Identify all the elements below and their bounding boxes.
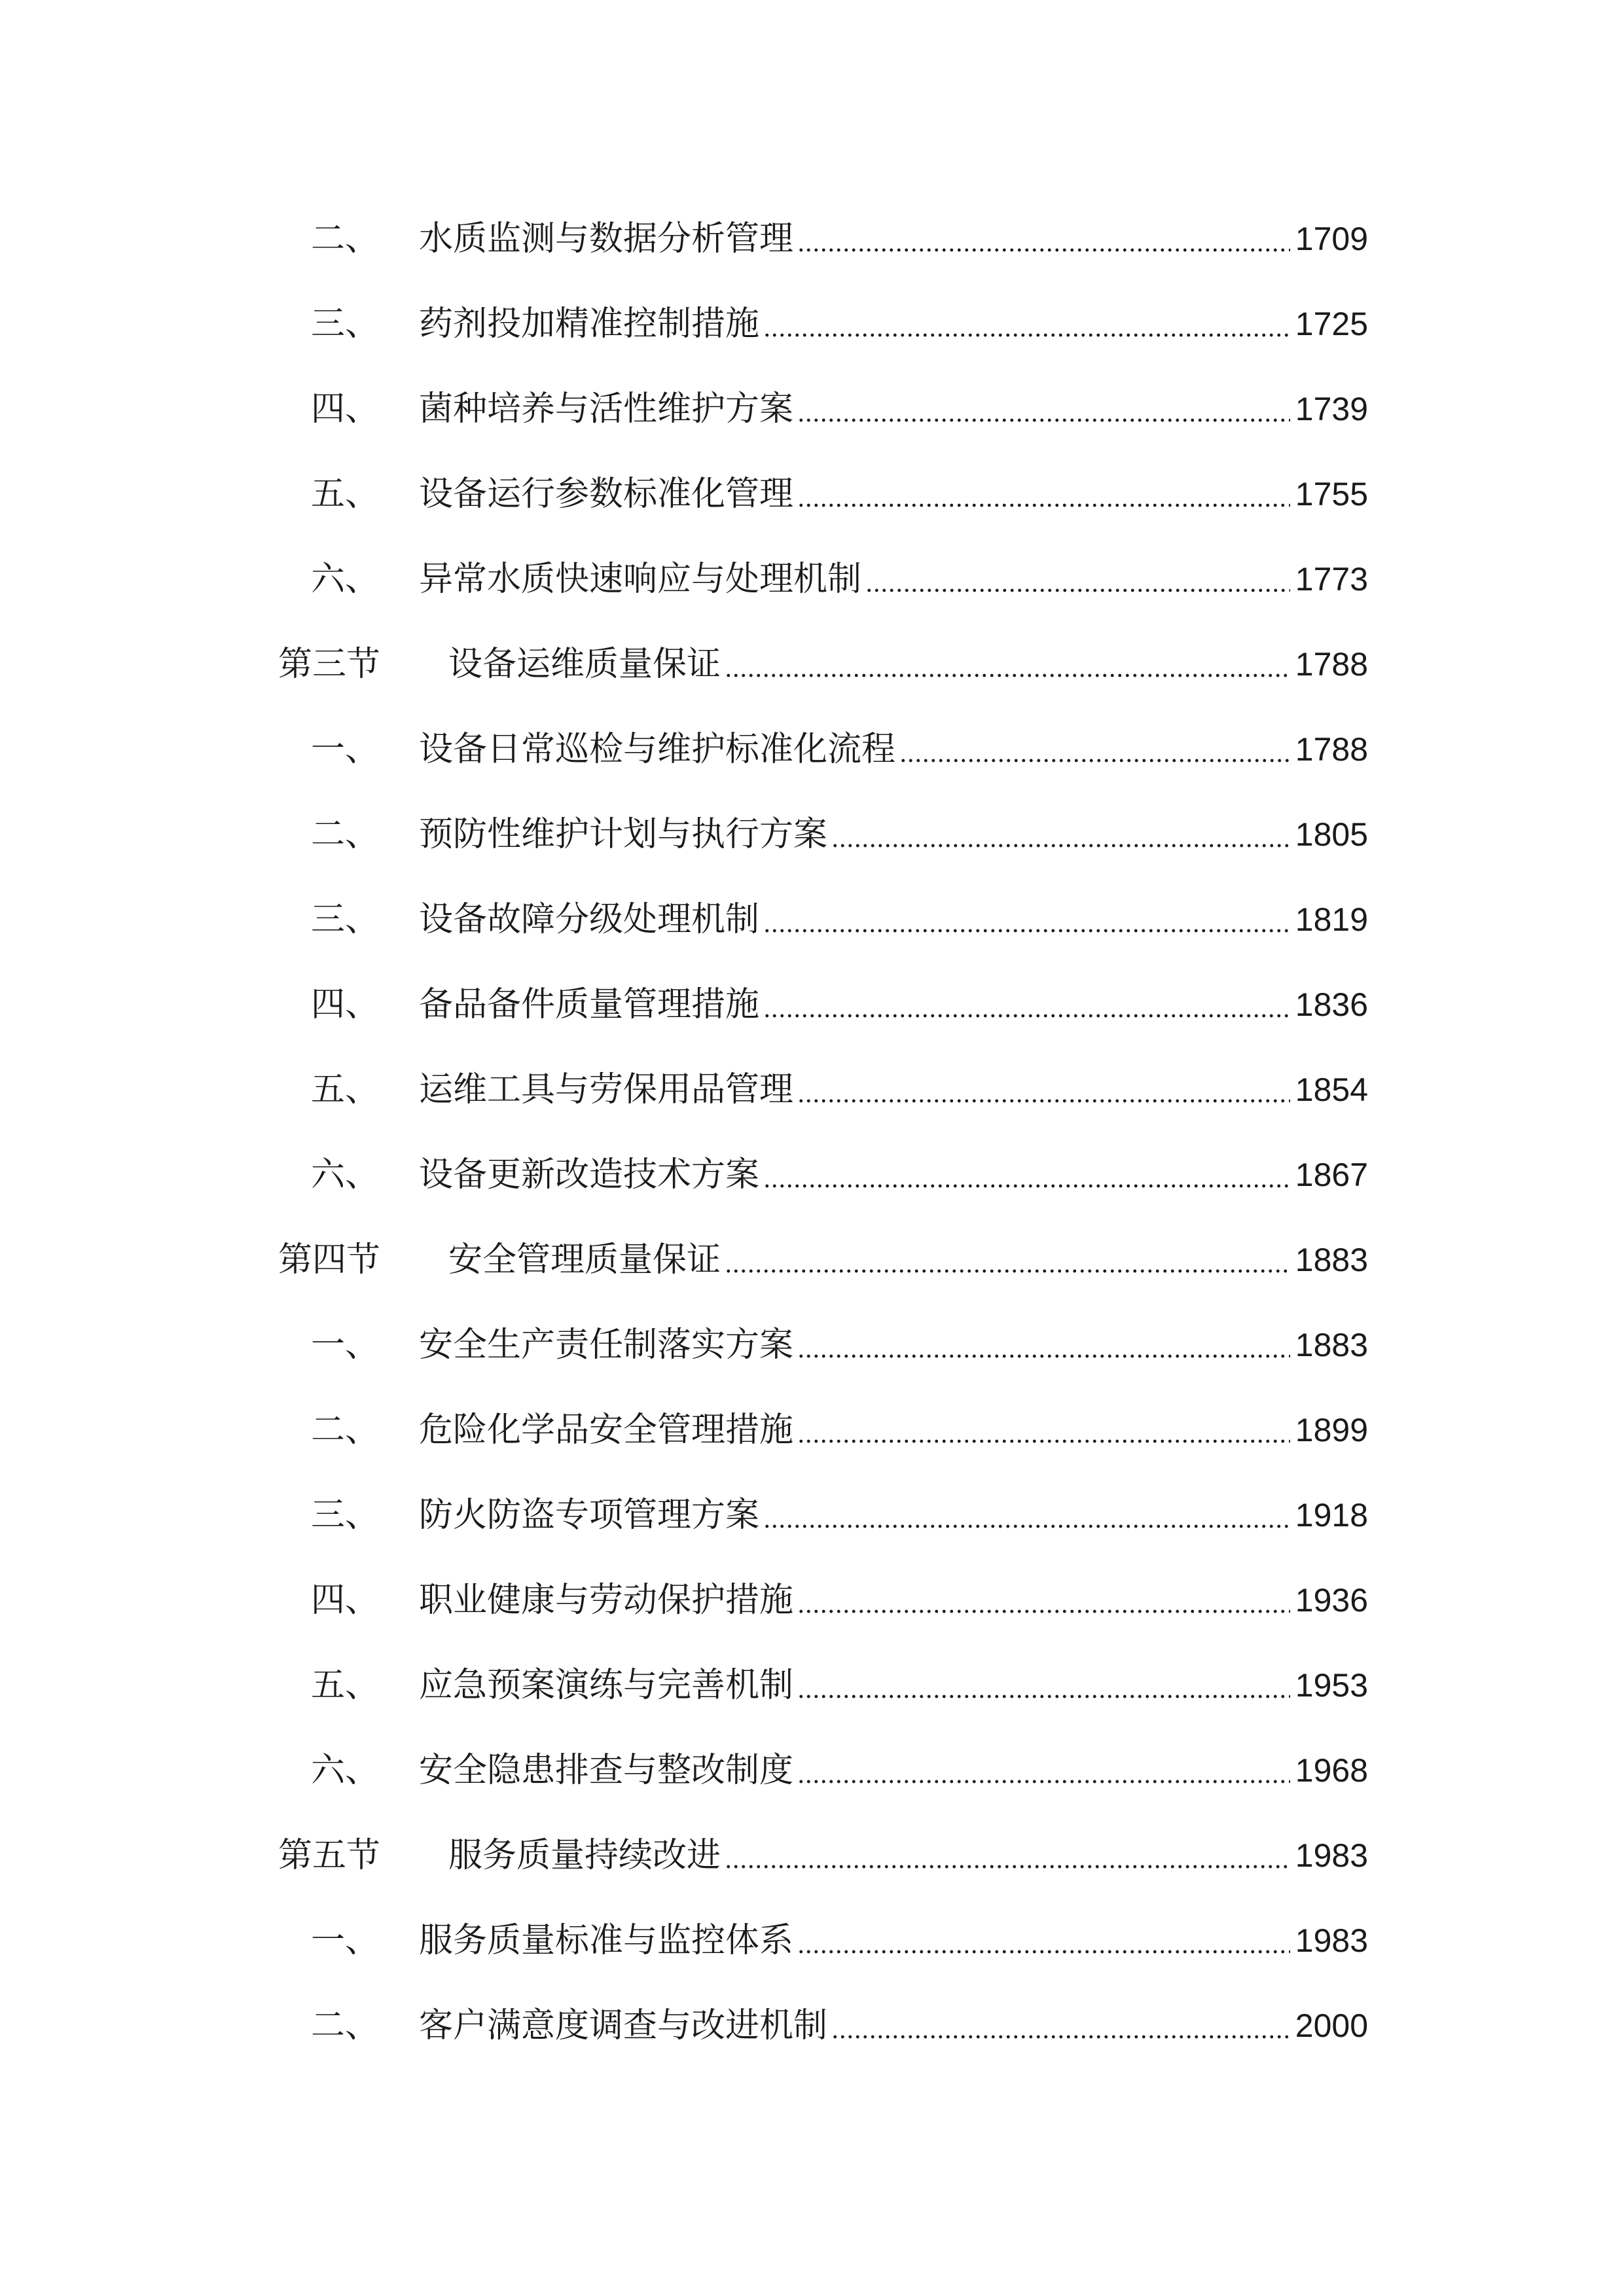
toc-section-entry[interactable] xyxy=(278,1829,1368,1882)
toc-entry-page-number: 1773 xyxy=(1295,561,1368,598)
toc-entry-number: 二、 xyxy=(311,815,380,854)
dot-leader xyxy=(831,2000,1290,2052)
toc-entry-title: 药剂投加精准控制措施 xyxy=(419,304,760,344)
toc-entry-title: 安全隐患排查与整改制度 xyxy=(419,1751,794,1790)
toc-entry-number: 一、 xyxy=(311,730,380,769)
toc-entry-page-number: 1918 xyxy=(1295,1497,1368,1534)
toc-entry[interactable] xyxy=(278,1574,1368,1626)
toc-entry-page-number: 1968 xyxy=(1295,1752,1368,1789)
toc-entry-page-number: 1953 xyxy=(1295,1667,1368,1704)
toc-section-title: 服务质量持续改进 xyxy=(448,1836,721,1875)
toc-entry-title: 预防性维护计划与执行方案 xyxy=(419,815,828,854)
toc-entry[interactable] xyxy=(278,1744,1368,1797)
toc-entry-title: 菌种培养与活性维护方案 xyxy=(419,389,794,429)
toc-entry-number: 三、 xyxy=(311,900,380,939)
toc-entry-page-number: 1725 xyxy=(1295,306,1368,342)
dot-leader xyxy=(797,1404,1290,1456)
toc-entry[interactable] xyxy=(278,808,1368,861)
toc-entry-title: 服务质量标准与监控体系 xyxy=(419,1921,794,1960)
toc-entry[interactable] xyxy=(278,1489,1368,1541)
toc-section-entry[interactable] xyxy=(278,638,1368,691)
toc-entry-number: 五、 xyxy=(311,475,380,514)
toc-entry-number: 三、 xyxy=(311,304,380,344)
toc-entry-page-number: 1788 xyxy=(1295,731,1368,768)
toc-section-entry[interactable] xyxy=(278,1234,1368,1286)
toc-entry-page-number: 1854 xyxy=(1295,1071,1368,1108)
toc-entry-title: 职业健康与劳动保护措施 xyxy=(419,1581,794,1620)
dot-leader xyxy=(763,298,1290,350)
toc-entry-title: 设备运行参数标准化管理 xyxy=(419,475,794,514)
toc-entry[interactable] xyxy=(278,1149,1368,1201)
toc-entry-number: 四、 xyxy=(311,985,380,1024)
toc-entry-page-number: 2000 xyxy=(1295,2007,1368,2044)
dot-leader xyxy=(725,1234,1290,1286)
toc-entry-title: 防火防盗专项管理方案 xyxy=(419,1496,760,1535)
dot-leader xyxy=(725,1829,1290,1882)
toc-entry-number: 五、 xyxy=(311,1666,380,1705)
dot-leader xyxy=(763,978,1290,1031)
toc-entry-page-number: 1883 xyxy=(1295,1242,1368,1278)
dot-leader xyxy=(797,213,1290,265)
toc-entry[interactable] xyxy=(278,298,1368,350)
toc-entry-title: 备品备件质量管理措施 xyxy=(419,985,760,1024)
toc-section-number: 第四节 xyxy=(278,1240,381,1280)
dot-leader xyxy=(797,1659,1290,1712)
toc-entry-page-number: 1755 xyxy=(1295,476,1368,512)
toc-entry-page-number: 1788 xyxy=(1295,646,1368,683)
toc-entry[interactable] xyxy=(278,213,1368,265)
dot-leader xyxy=(797,1914,1290,1967)
toc-entry-number: 三、 xyxy=(311,1496,380,1535)
toc-entry-title: 安全生产责任制落实方案 xyxy=(419,1325,794,1365)
dot-leader xyxy=(797,383,1290,435)
toc-entry-title: 危险化学品安全管理措施 xyxy=(419,1410,794,1450)
dot-leader xyxy=(763,1149,1290,1201)
dot-leader xyxy=(797,1064,1290,1116)
toc-section-title: 安全管理质量保证 xyxy=(448,1240,721,1280)
toc-entry-page-number: 1983 xyxy=(1295,1837,1368,1874)
toc-entry[interactable] xyxy=(278,1404,1368,1456)
toc-entry-number: 二、 xyxy=(311,1410,380,1450)
toc-section-number: 第三节 xyxy=(278,645,381,684)
toc-entry-page-number: 1899 xyxy=(1295,1412,1368,1448)
toc-entry[interactable] xyxy=(278,1659,1368,1712)
toc-entry[interactable] xyxy=(278,1319,1368,1371)
dot-leader xyxy=(763,893,1290,946)
toc-entry-title: 设备日常巡检与维护标准化流程 xyxy=(419,730,896,769)
toc-entry-page-number: 1883 xyxy=(1295,1327,1368,1363)
toc-section-number: 第五节 xyxy=(278,1836,381,1875)
toc-entry-number: 一、 xyxy=(311,1325,380,1365)
toc-entry-number: 一、 xyxy=(311,1921,380,1960)
toc-entry[interactable] xyxy=(278,1914,1368,1967)
toc-entry-number: 四、 xyxy=(311,1581,380,1620)
toc-entry-title: 设备故障分级处理机制 xyxy=(419,900,760,939)
toc-entry-page-number: 1739 xyxy=(1295,391,1368,427)
dot-leader xyxy=(865,553,1290,605)
toc-entry[interactable] xyxy=(278,723,1368,776)
toc-section-title: 设备运维质量保证 xyxy=(448,645,721,684)
toc-entry-page-number: 1819 xyxy=(1295,901,1368,938)
toc-entry[interactable] xyxy=(278,893,1368,946)
toc-entry-title: 设备更新改造技术方案 xyxy=(419,1155,760,1194)
toc-entry-number: 四、 xyxy=(311,389,380,429)
dot-leader xyxy=(831,808,1290,861)
toc-entry-title: 异常水质快速响应与处理机制 xyxy=(419,560,862,599)
toc-entry-page-number: 1983 xyxy=(1295,1922,1368,1959)
toc-entry-page-number: 1709 xyxy=(1295,221,1368,257)
toc-entry-page-number: 1836 xyxy=(1295,986,1368,1023)
toc-entry-page-number: 1936 xyxy=(1295,1582,1368,1619)
toc-entry-number: 五、 xyxy=(311,1070,380,1109)
toc-entry[interactable] xyxy=(278,553,1368,605)
toc-entry-page-number: 1805 xyxy=(1295,816,1368,853)
dot-leader xyxy=(797,1744,1290,1797)
toc-entry-number: 二、 xyxy=(311,219,380,259)
dot-leader xyxy=(763,1489,1290,1541)
toc-entry-number: 六、 xyxy=(311,1751,380,1790)
toc-entry-number: 六、 xyxy=(311,560,380,599)
dot-leader xyxy=(797,1319,1290,1371)
toc-entry-title: 水质监测与数据分析管理 xyxy=(419,219,794,259)
toc-entry[interactable] xyxy=(278,468,1368,520)
dot-leader xyxy=(725,638,1290,691)
dot-leader xyxy=(797,468,1290,520)
toc-entry-number: 六、 xyxy=(311,1155,380,1194)
toc-entry[interactable] xyxy=(278,2000,1368,2052)
toc-entry[interactable] xyxy=(278,383,1368,435)
dot-leader xyxy=(899,723,1290,776)
toc-entry-title: 应急预案演练与完善机制 xyxy=(419,1666,794,1705)
toc-entry-number: 二、 xyxy=(311,2006,380,2045)
toc-entry-title: 客户满意度调查与改进机制 xyxy=(419,2006,828,2045)
toc-entry[interactable] xyxy=(278,978,1368,1031)
toc-entry-page-number: 1867 xyxy=(1295,1157,1368,1193)
dot-leader xyxy=(797,1574,1290,1626)
toc-entry[interactable] xyxy=(278,1064,1368,1116)
toc-entry-title: 运维工具与劳保用品管理 xyxy=(419,1070,794,1109)
